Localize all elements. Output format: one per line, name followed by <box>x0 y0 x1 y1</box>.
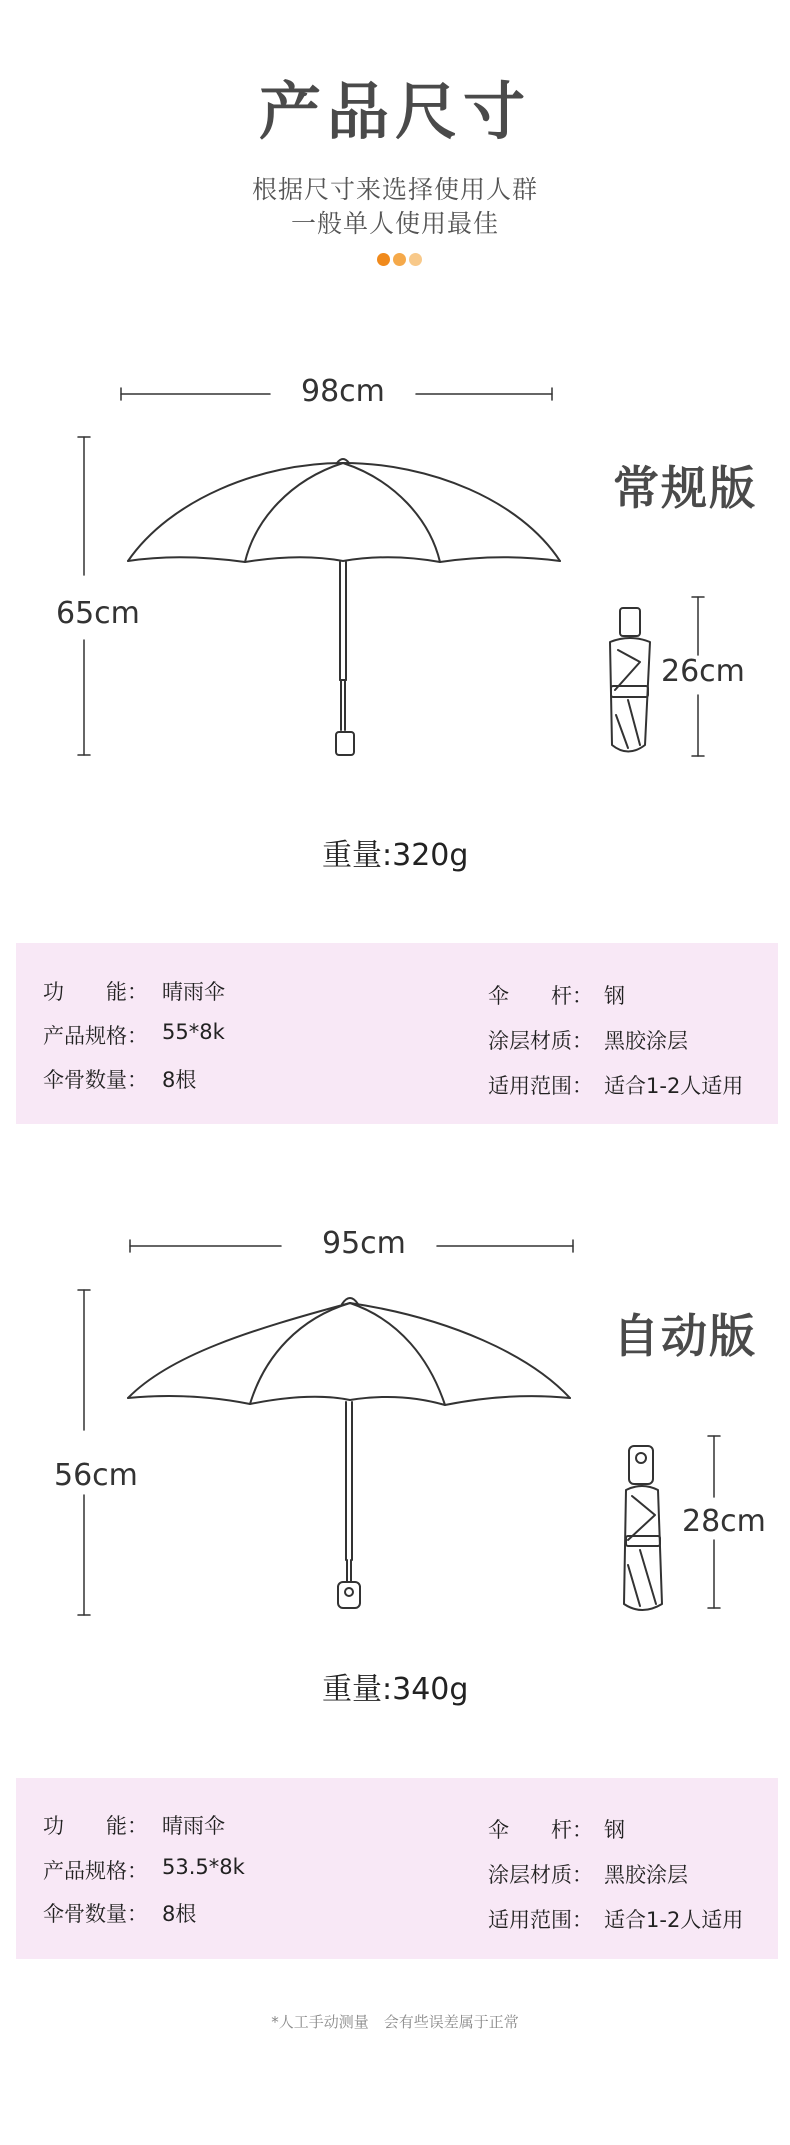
regular-folded-label: 26cm <box>661 654 745 689</box>
auto-spec-ribs <box>43 1898 197 1928</box>
auto-folded-umbrella-icon <box>624 1446 662 1610</box>
regular-folded-umbrella-icon <box>610 608 650 752</box>
spec-key: 伞 杆： <box>488 1818 593 1842</box>
regular-width-label: 98cm <box>301 374 385 409</box>
spec-key: 涂层材质： <box>488 1863 593 1887</box>
spec-value: 适合1-2人适用 <box>604 1908 744 1932</box>
auto-folded-label: 28cm <box>682 1504 766 1539</box>
footer-note: *人工手动测量 会有些误差属于正常 <box>271 2013 519 2031</box>
auto-version-label: 自动版 <box>613 1309 757 1363</box>
spec-key: 功 能： <box>43 1814 148 1838</box>
auto-spec-range <box>488 1904 744 1934</box>
spec-key: 适用范围： <box>488 1074 593 1098</box>
spec-value: 55*8k <box>162 1020 225 1044</box>
spec-value: 8根 <box>162 1902 197 1926</box>
spec-key: 伞 杆： <box>488 984 593 1008</box>
subtitle-line-1: 根据尺寸来选择使用人群 <box>251 175 538 204</box>
spec-value: 晴雨伞 <box>162 1814 225 1838</box>
regular-height-label: 65cm <box>56 596 140 631</box>
auto-weight: 重量:340g <box>322 1672 469 1707</box>
auto-spec-size <box>43 1855 245 1885</box>
regular-spec-ribs <box>43 1064 197 1094</box>
regular-spec-range <box>488 1070 744 1100</box>
regular-version-label: 常规版 <box>613 461 757 515</box>
spec-key: 涂层材质： <box>488 1029 593 1053</box>
auto-spec-shaft <box>488 1814 625 1844</box>
regular-spec-shaft <box>488 980 625 1010</box>
auto-height-label: 56cm <box>54 1458 138 1493</box>
spec-key: 产品规格： <box>43 1859 148 1883</box>
auto-spec-function <box>43 1810 225 1840</box>
spec-value: 钢 <box>604 984 625 1008</box>
auto-open-umbrella-icon <box>128 1298 570 1608</box>
spec-value: 8根 <box>162 1068 197 1092</box>
regular-spec-size <box>43 1020 225 1050</box>
spec-value: 晴雨伞 <box>162 980 225 1004</box>
page-title: 产品尺寸 <box>258 75 531 148</box>
spec-key: 伞骨数量： <box>43 1902 148 1926</box>
spec-key: 伞骨数量： <box>43 1068 148 1092</box>
regular-spec-coating <box>488 1025 688 1055</box>
spec-value: 钢 <box>604 1818 625 1842</box>
regular-spec-function <box>43 976 225 1006</box>
spec-value: 53.5*8k <box>162 1855 245 1879</box>
spec-value: 黑胶涂层 <box>604 1863 688 1887</box>
spec-value: 黑胶涂层 <box>604 1029 688 1053</box>
spec-key: 适用范围： <box>488 1908 593 1932</box>
regular-weight: 重量:320g <box>322 838 469 873</box>
spec-key: 功 能： <box>43 980 148 1004</box>
auto-spec-coating <box>488 1859 688 1889</box>
spec-value: 适合1-2人适用 <box>604 1074 744 1098</box>
auto-width-label: 95cm <box>322 1226 406 1261</box>
subtitle-line-2: 一般单人使用最佳 <box>290 209 499 238</box>
regular-open-umbrella-icon <box>128 459 560 755</box>
spec-key: 产品规格： <box>43 1024 148 1048</box>
